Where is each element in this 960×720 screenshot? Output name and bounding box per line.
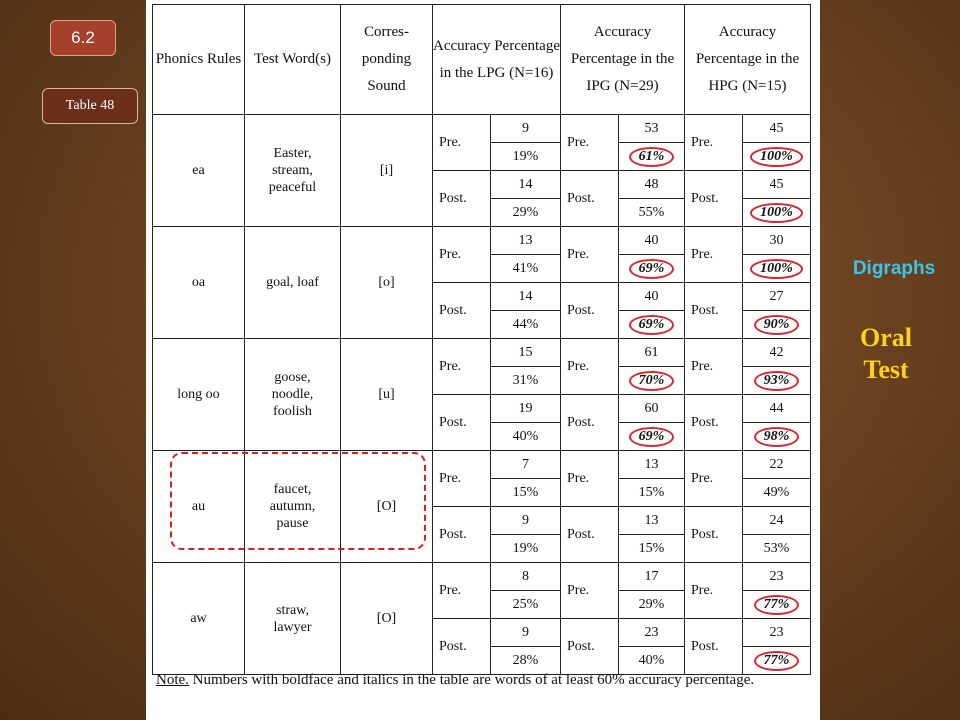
table-label-tag: Table 48: [42, 88, 138, 124]
cell-phase: Post.: [685, 395, 743, 451]
cell-words: goose, noodle, foolish: [245, 339, 341, 451]
cell-count: 45: [743, 115, 811, 143]
highlight-circle: 100%: [750, 259, 803, 279]
cell-count: 8: [491, 563, 561, 591]
cell-count: 24: [743, 507, 811, 535]
cell-phase: Pre.: [561, 227, 619, 283]
cell-percent: 15%: [619, 479, 685, 507]
cell-percent-highlighted: [743, 199, 811, 227]
cell-rule: aw: [153, 563, 245, 675]
cell-percent: 53%: [743, 535, 811, 563]
cell-phase: Pre.: [561, 115, 619, 171]
table-row: [153, 115, 811, 143]
cell-count: 23: [743, 563, 811, 591]
cell-percent: 15%: [491, 479, 561, 507]
cell-phase: Post.: [685, 171, 743, 227]
note-label: Note.: [156, 672, 189, 688]
highlight-circle: 98%: [754, 427, 800, 447]
cell-percent-highlighted: [619, 367, 685, 395]
cell-percent: 15%: [619, 535, 685, 563]
cell-phase: Pre.: [433, 339, 491, 395]
highlight-circle: 100%: [750, 147, 803, 167]
cell-rule: au: [153, 451, 245, 563]
cell-words: Easter, stream, peaceful: [245, 115, 341, 227]
table-body: [153, 115, 811, 675]
header-lpg: Accuracy Percentage in the LPG (N=16): [433, 5, 561, 115]
cell-percent: 49%: [743, 479, 811, 507]
cell-sound: [i]: [341, 115, 433, 227]
cell-count: 27: [743, 283, 811, 311]
cell-count: 40: [619, 283, 685, 311]
cell-phase: Post.: [685, 283, 743, 339]
cell-count: 19: [491, 395, 561, 423]
cell-percent: 40%: [619, 647, 685, 675]
cell-count: 23: [743, 619, 811, 647]
cell-phase: Pre.: [685, 339, 743, 395]
cell-count: 13: [619, 451, 685, 479]
highlight-circle: 69%: [629, 315, 675, 335]
cell-percent-highlighted: [619, 255, 685, 283]
cell-count: 14: [491, 171, 561, 199]
cell-phase: Post.: [433, 283, 491, 339]
cell-percent: 41%: [491, 255, 561, 283]
cell-rule: ea: [153, 115, 245, 227]
cell-percent: 40%: [491, 423, 561, 451]
cell-count: 60: [619, 395, 685, 423]
table-note: [156, 670, 776, 690]
cell-count: 42: [743, 339, 811, 367]
highlight-circle: 70%: [629, 371, 675, 391]
cell-phase: Post.: [433, 171, 491, 227]
cell-phase: Pre.: [685, 451, 743, 507]
table-row: [153, 339, 811, 367]
digraphs-label: Digraphs: [852, 258, 936, 279]
cell-phase: Pre.: [433, 115, 491, 171]
cell-percent: 25%: [491, 591, 561, 619]
cell-sound: [O]: [341, 563, 433, 675]
oral-title-line1: Oral: [860, 323, 912, 352]
table-image: [146, 0, 820, 720]
header-sound: Corres- ponding Sound: [341, 5, 433, 115]
cell-percent-highlighted: [743, 255, 811, 283]
cell-count: 17: [619, 563, 685, 591]
cell-percent-highlighted: [743, 143, 811, 171]
highlight-circle: 100%: [750, 203, 803, 223]
cell-phase: Pre.: [685, 227, 743, 283]
cell-words: goal, loaf: [245, 227, 341, 339]
oral-title-line2: Test: [863, 355, 909, 384]
cell-sound: [o]: [341, 227, 433, 339]
cell-percent: 19%: [491, 143, 561, 171]
highlight-circle: 69%: [629, 259, 675, 279]
cell-percent-highlighted: [619, 143, 685, 171]
cell-percent-highlighted: [743, 591, 811, 619]
header-test-words: Test Word(s): [245, 5, 341, 115]
cell-phase: Post.: [561, 395, 619, 451]
cell-phase: Post.: [685, 507, 743, 563]
cell-count: 23: [619, 619, 685, 647]
cell-count: 13: [619, 507, 685, 535]
highlight-circle: 77%: [754, 595, 800, 615]
slide-number-badge: 6.2: [50, 20, 116, 56]
cell-sound: [O]: [341, 451, 433, 563]
header-phonics-rules: Phonics Rules: [153, 5, 245, 115]
cell-phase: Pre.: [433, 563, 491, 619]
cell-percent-highlighted: [743, 423, 811, 451]
cell-percent: 29%: [491, 199, 561, 227]
cell-phase: Post.: [433, 619, 491, 675]
cell-count: 48: [619, 171, 685, 199]
cell-phase: Post.: [561, 283, 619, 339]
oral-test-title: [826, 322, 946, 386]
cell-percent-highlighted: [619, 423, 685, 451]
phonics-accuracy-table: [152, 4, 811, 675]
cell-percent-highlighted: [743, 311, 811, 339]
cell-phase: Post.: [561, 507, 619, 563]
highlight-circle: 90%: [754, 315, 800, 335]
cell-count: 44: [743, 395, 811, 423]
cell-phase: Post.: [685, 619, 743, 675]
cell-phase: Pre.: [685, 563, 743, 619]
cell-phase: Pre.: [433, 227, 491, 283]
cell-percent-highlighted: [743, 367, 811, 395]
cell-count: 22: [743, 451, 811, 479]
cell-phase: Post.: [433, 395, 491, 451]
cell-count: 61: [619, 339, 685, 367]
note-text: Numbers with boldface and italics in the table are words of at least 60% accuracy percentage.: [188, 672, 755, 688]
cell-percent: 31%: [491, 367, 561, 395]
cell-count: 13: [491, 227, 561, 255]
table-row: [153, 227, 811, 255]
cell-phase: Post.: [561, 171, 619, 227]
cell-phase: Pre.: [561, 339, 619, 395]
cell-words: straw, lawyer: [245, 563, 341, 675]
cell-count: 15: [491, 339, 561, 367]
highlight-circle: 93%: [754, 371, 800, 391]
cell-phase: Pre.: [561, 451, 619, 507]
cell-percent: 19%: [491, 535, 561, 563]
cell-words: faucet, autumn, pause: [245, 451, 341, 563]
cell-count: 53: [619, 115, 685, 143]
header-hpg: Accuracy Percentage in the HPG (N=15): [685, 5, 811, 115]
cell-percent-highlighted: [619, 311, 685, 339]
header-ipg: Accuracy Percentage in the IPG (N=29): [561, 5, 685, 115]
cell-count: 9: [491, 507, 561, 535]
cell-percent: 44%: [491, 311, 561, 339]
cell-count: 30: [743, 227, 811, 255]
cell-count: 7: [491, 451, 561, 479]
cell-count: 40: [619, 227, 685, 255]
cell-count: 45: [743, 171, 811, 199]
cell-phase: Pre.: [433, 451, 491, 507]
cell-count: 9: [491, 619, 561, 647]
highlight-circle: 77%: [754, 651, 800, 671]
cell-percent: 29%: [619, 591, 685, 619]
cell-phase: Post.: [433, 507, 491, 563]
cell-percent: 55%: [619, 199, 685, 227]
highlight-circle: 69%: [629, 427, 675, 447]
cell-percent: 28%: [491, 647, 561, 675]
cell-rule: long oo: [153, 339, 245, 451]
cell-phase: Post.: [561, 619, 619, 675]
cell-phase: Pre.: [685, 115, 743, 171]
cell-rule: oa: [153, 227, 245, 339]
cell-count: 14: [491, 283, 561, 311]
highlight-circle: 61%: [629, 147, 675, 167]
cell-count: 9: [491, 115, 561, 143]
highlight-dashed-box: [170, 452, 426, 550]
cell-phase: Pre.: [561, 563, 619, 619]
table-row: [153, 563, 811, 591]
cell-sound: [u]: [341, 339, 433, 451]
